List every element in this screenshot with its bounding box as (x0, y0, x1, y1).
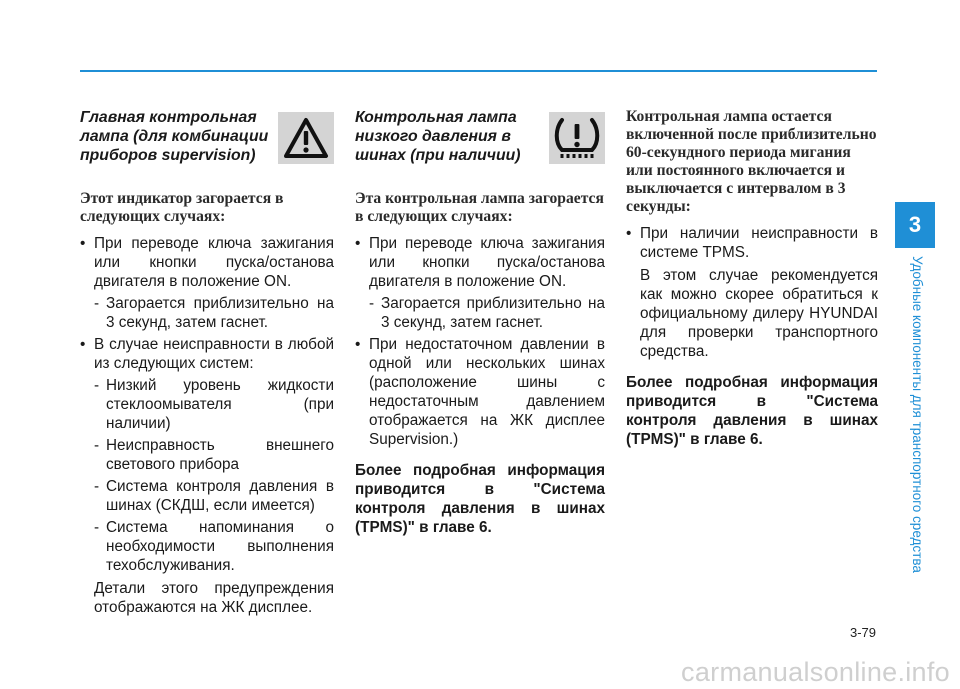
reference-note: Более подробная информация приводится в "Система контроля давления в шинах (TPMS)" в главе 6. (355, 462, 605, 536)
sub-list-item-text: Загорается приблизительно на 3 секунд, затем гаснет. (106, 295, 334, 331)
bullet-mark: • (355, 336, 361, 353)
chapter-title: Удобные компоненты для транспортного средства (910, 256, 925, 573)
sub-list-item-text: Система контроля давления в шинах (СКДШ, если имеется) (106, 478, 334, 514)
column-tire-pressure (355, 108, 605, 537)
section-subheading: Этот индикатор загорается в следующих случаях: (80, 190, 284, 225)
dash-mark: - (369, 295, 375, 312)
sub-list-item-text: Система напоминания о необходимости выполнения техобслуживания. (106, 519, 334, 574)
list-item (80, 335, 334, 373)
section-subheading: Эта контрольная лампа загорается в следующих случаях: (355, 190, 604, 225)
bullet-mark: • (80, 235, 86, 252)
list-item-text: При недостаточном давлении в одной или нескольких шинах (расположение шины с недостаточным давлением отображается на ЖК дисплее Supervision.) (369, 336, 605, 448)
list-item-text: В случае неисправности в любой из следующих систем: (94, 336, 334, 372)
column-tpms-malfunction (626, 108, 878, 449)
sub-list-item-text: Неисправность внешнего светового прибора (106, 437, 334, 473)
list-item (626, 224, 878, 262)
list-item-text: При наличии неисправности в системе TPMS. (640, 225, 878, 261)
section-heading: Контрольная лампа низкого давления в шинах (при наличии) (355, 109, 521, 164)
page-number: 3-79 (849, 625, 876, 640)
sub-list-item (80, 294, 334, 332)
dash-mark: - (94, 377, 100, 394)
list-item (355, 335, 605, 449)
watermark: carmanualsonline.info (681, 657, 950, 687)
heading-row (355, 108, 605, 180)
column-master-warning (80, 108, 334, 621)
reference-note: Более подробная информация приводится в "Система контроля давления в шинах (TPMS)" в главе 6. (626, 374, 878, 448)
warning-triangle-icon (278, 112, 334, 164)
bullet-mark: • (355, 235, 361, 252)
list-item (80, 234, 334, 291)
sub-list-item (80, 477, 334, 515)
heading-row (80, 108, 334, 180)
sub-list-item (80, 436, 334, 474)
list-item-text: При переводе ключа зажигания или кнопки пуска/останова двигателя в положение ON. (94, 235, 334, 290)
chapter-number-tab: 3 (895, 202, 935, 248)
bullet-mark: • (626, 225, 632, 242)
list-item (355, 234, 605, 291)
sub-list-item (355, 294, 605, 332)
sub-list-item-text: Низкий уровень жидкости стеклоомывателя (при наличии) (106, 377, 334, 432)
bullet-mark: • (80, 336, 86, 353)
list-item-text: При переводе ключа зажигания или кнопки пуска/останова двигателя в положение ON. (369, 235, 605, 290)
dash-mark: - (94, 295, 100, 312)
dash-mark: - (94, 478, 100, 495)
sub-list-item-text: Загорается приблизительно на 3 секунд, затем гаснет. (381, 295, 605, 331)
section-heading: Главная контрольная лампа (для комбинации приборов supervision) (80, 109, 269, 164)
section-subheading: Контрольная лампа остается включенной после приблизительно 60-секундного периода мигания или постоянного включается и выключается с интервалом в 3 секунды: (626, 108, 877, 215)
sub-list-item (80, 518, 334, 575)
dash-mark: - (94, 437, 100, 454)
tire-pressure-warning-icon (549, 112, 605, 164)
top-rule (80, 70, 877, 72)
sub-list-item (80, 376, 334, 433)
note-paragraph: Детали этого предупреждения отображаются на ЖК дисплее. (94, 580, 334, 616)
note-paragraph: В этом случае рекомендуется как можно скорее обратиться к официальному дилеру HYUNDAI для проверки транспортного средства. (640, 267, 878, 360)
dash-mark: - (94, 519, 100, 536)
